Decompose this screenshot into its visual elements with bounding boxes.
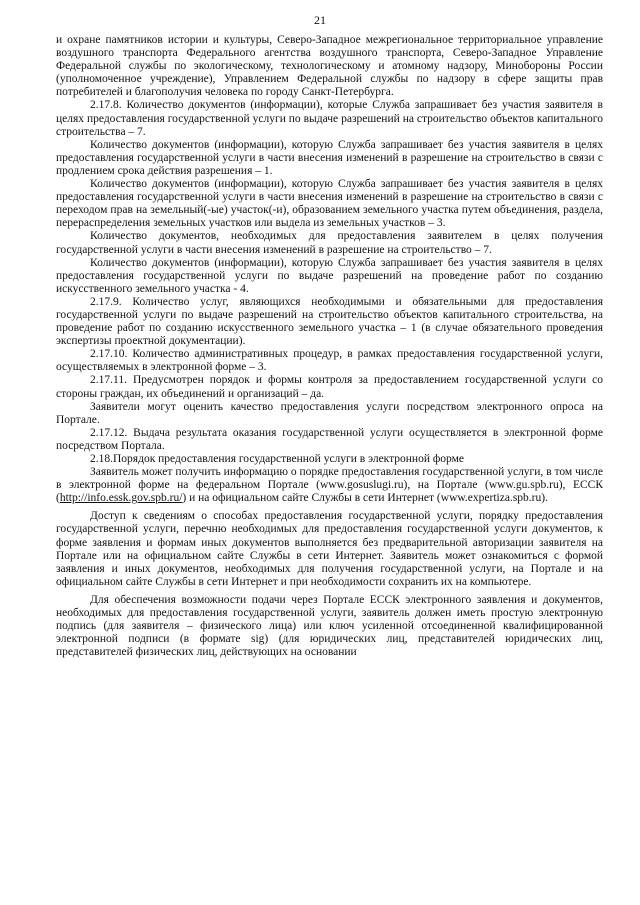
paragraph-9: 2.17.11. Предусмотрен порядок и формы контроля за предоставлением государственной услуги со стороны граждан, их объединений и организаций – да. <box>56 374 603 400</box>
info-text-before: Заявитель может получить информацию о порядке предоставления государственной услуги, в том числе в электронной форме на федеральном Портале (www.gosuslugi.ru), на Портале (www.gu.spb.ru), ЕССК ( <box>56 466 603 505</box>
paragraph-3: Количество документов (информации), которую Служба запрашивает без участия заявителя в целях предоставления государственной услуги в части внесения изменений в разрешение на строительство в связи с продлением срока действия разрешения – 1. <box>56 138 603 177</box>
paragraph-access: Доступ к сведениям о способах предоставления государственной услуги, порядку предоставления государственной услуги, перечню необходимых для предоставления государственной услуги документов, к форме заявления и формам иных документов выполняется без предварительной авторизации заявителя на Портале или на официальном сайте Службы в сети Интернет. Заявитель может ознакомиться с формой заявления и иных документов, необходимых для получения государственной услуги, на Портале и на официальном сайте Службы в сети Интернет и при необходимости сохранить их на компьютере. <box>56 510 603 588</box>
paragraph-5: Количество документов, необходимых для предоставления заявителем в целях получения государственной услуги в части внесения изменений в разрешение на строительство – 7. <box>56 230 603 256</box>
paragraph-signature: Для обеспечения возможности подачи через Портале ЕССК электронного заявления и документов, необходимых для предоставления государственной услуги, заявитель должен иметь простую электронную подпись (для заявителя – физического лица) или ключ усиленной отсоединенной квалифицированной электронной подписи (в формате sig) (для юридических лиц, представителей юридических лиц, представителей физических лиц, действующих на основании <box>56 593 603 659</box>
paragraph-7: 2.17.9. Количество услуг, являющихся необходимыми и обязательными для предоставления государственной услуги по выдаче разрешений на строительство объектов капитального строительства, на проведение работ по созданию искусственного земельного участка – 1 (в случае обязательного проведения экспертизы проектной документации). <box>56 295 603 348</box>
paragraph-8: 2.17.10. Количество административных процедур, в рамках предоставления государственной услуги, осуществляемых в электронной форме – 3. <box>56 348 603 374</box>
paragraph-6: Количество документов (информации), которую Служба запрашивает без участия заявителя в целях предоставления государственной услуги по выдаче разрешений на проведение работ по созданию искусственного земельного участка - 4. <box>56 256 603 295</box>
paragraph-2: 2.17.8. Количество документов (информации), которые Служба запрашивает без участия заявителя в целях предоставления государственной услуги по выдаче разрешений на строительство объектов капитального строительства – 7. <box>56 99 603 138</box>
paragraph-11: 2.17.12. Выдача результата оказания государственной услуги осуществляется в электронной форме посредством Портала. <box>56 426 603 452</box>
document-body <box>56 34 603 659</box>
paragraph-4: Количество документов (информации), которую Служба запрашивает без участия заявителя в целях предоставления государственной услуги в части внесения изменений в разрешение на строительство в связи с переходом прав на земельный(-ые) участок(-и), образованием земельного участка путем объединения, раздела, перераспределения земельных участков или выдела из земельных участков – 3. <box>56 178 603 230</box>
paragraph-10: Заявители могут оценить качество предоставления услуги посредством электронного опроса на Портале. <box>56 400 603 426</box>
paragraph-1: и охране памятников истории и культуры, Северо-Западное межрегиональное территориальное управление воздушного транспорта Федерального агентства воздушного транспорта, Северо-Западное Управление Федеральной службы по экологическому, технологическому и атомному надзору, Минобороны России (уполномоченное учреждение), Управлением Федеральной службы по надзору в сфере защиты прав потребителей и благополучия человека по городу Санкт-Петербурга. <box>56 34 603 99</box>
section-heading-2-18: 2.18.Порядок предоставления государственной услуги в электронной форме <box>90 453 465 465</box>
paragraph-info <box>56 466 603 505</box>
page-number: 21 <box>314 13 326 27</box>
info-text-after: ) и на официальном сайте Службы в сети Интернет (www.expertiza.spb.ru). <box>182 492 548 505</box>
essk-link[interactable]: http://info.essk.gov.spb.ru/ <box>59 492 183 505</box>
